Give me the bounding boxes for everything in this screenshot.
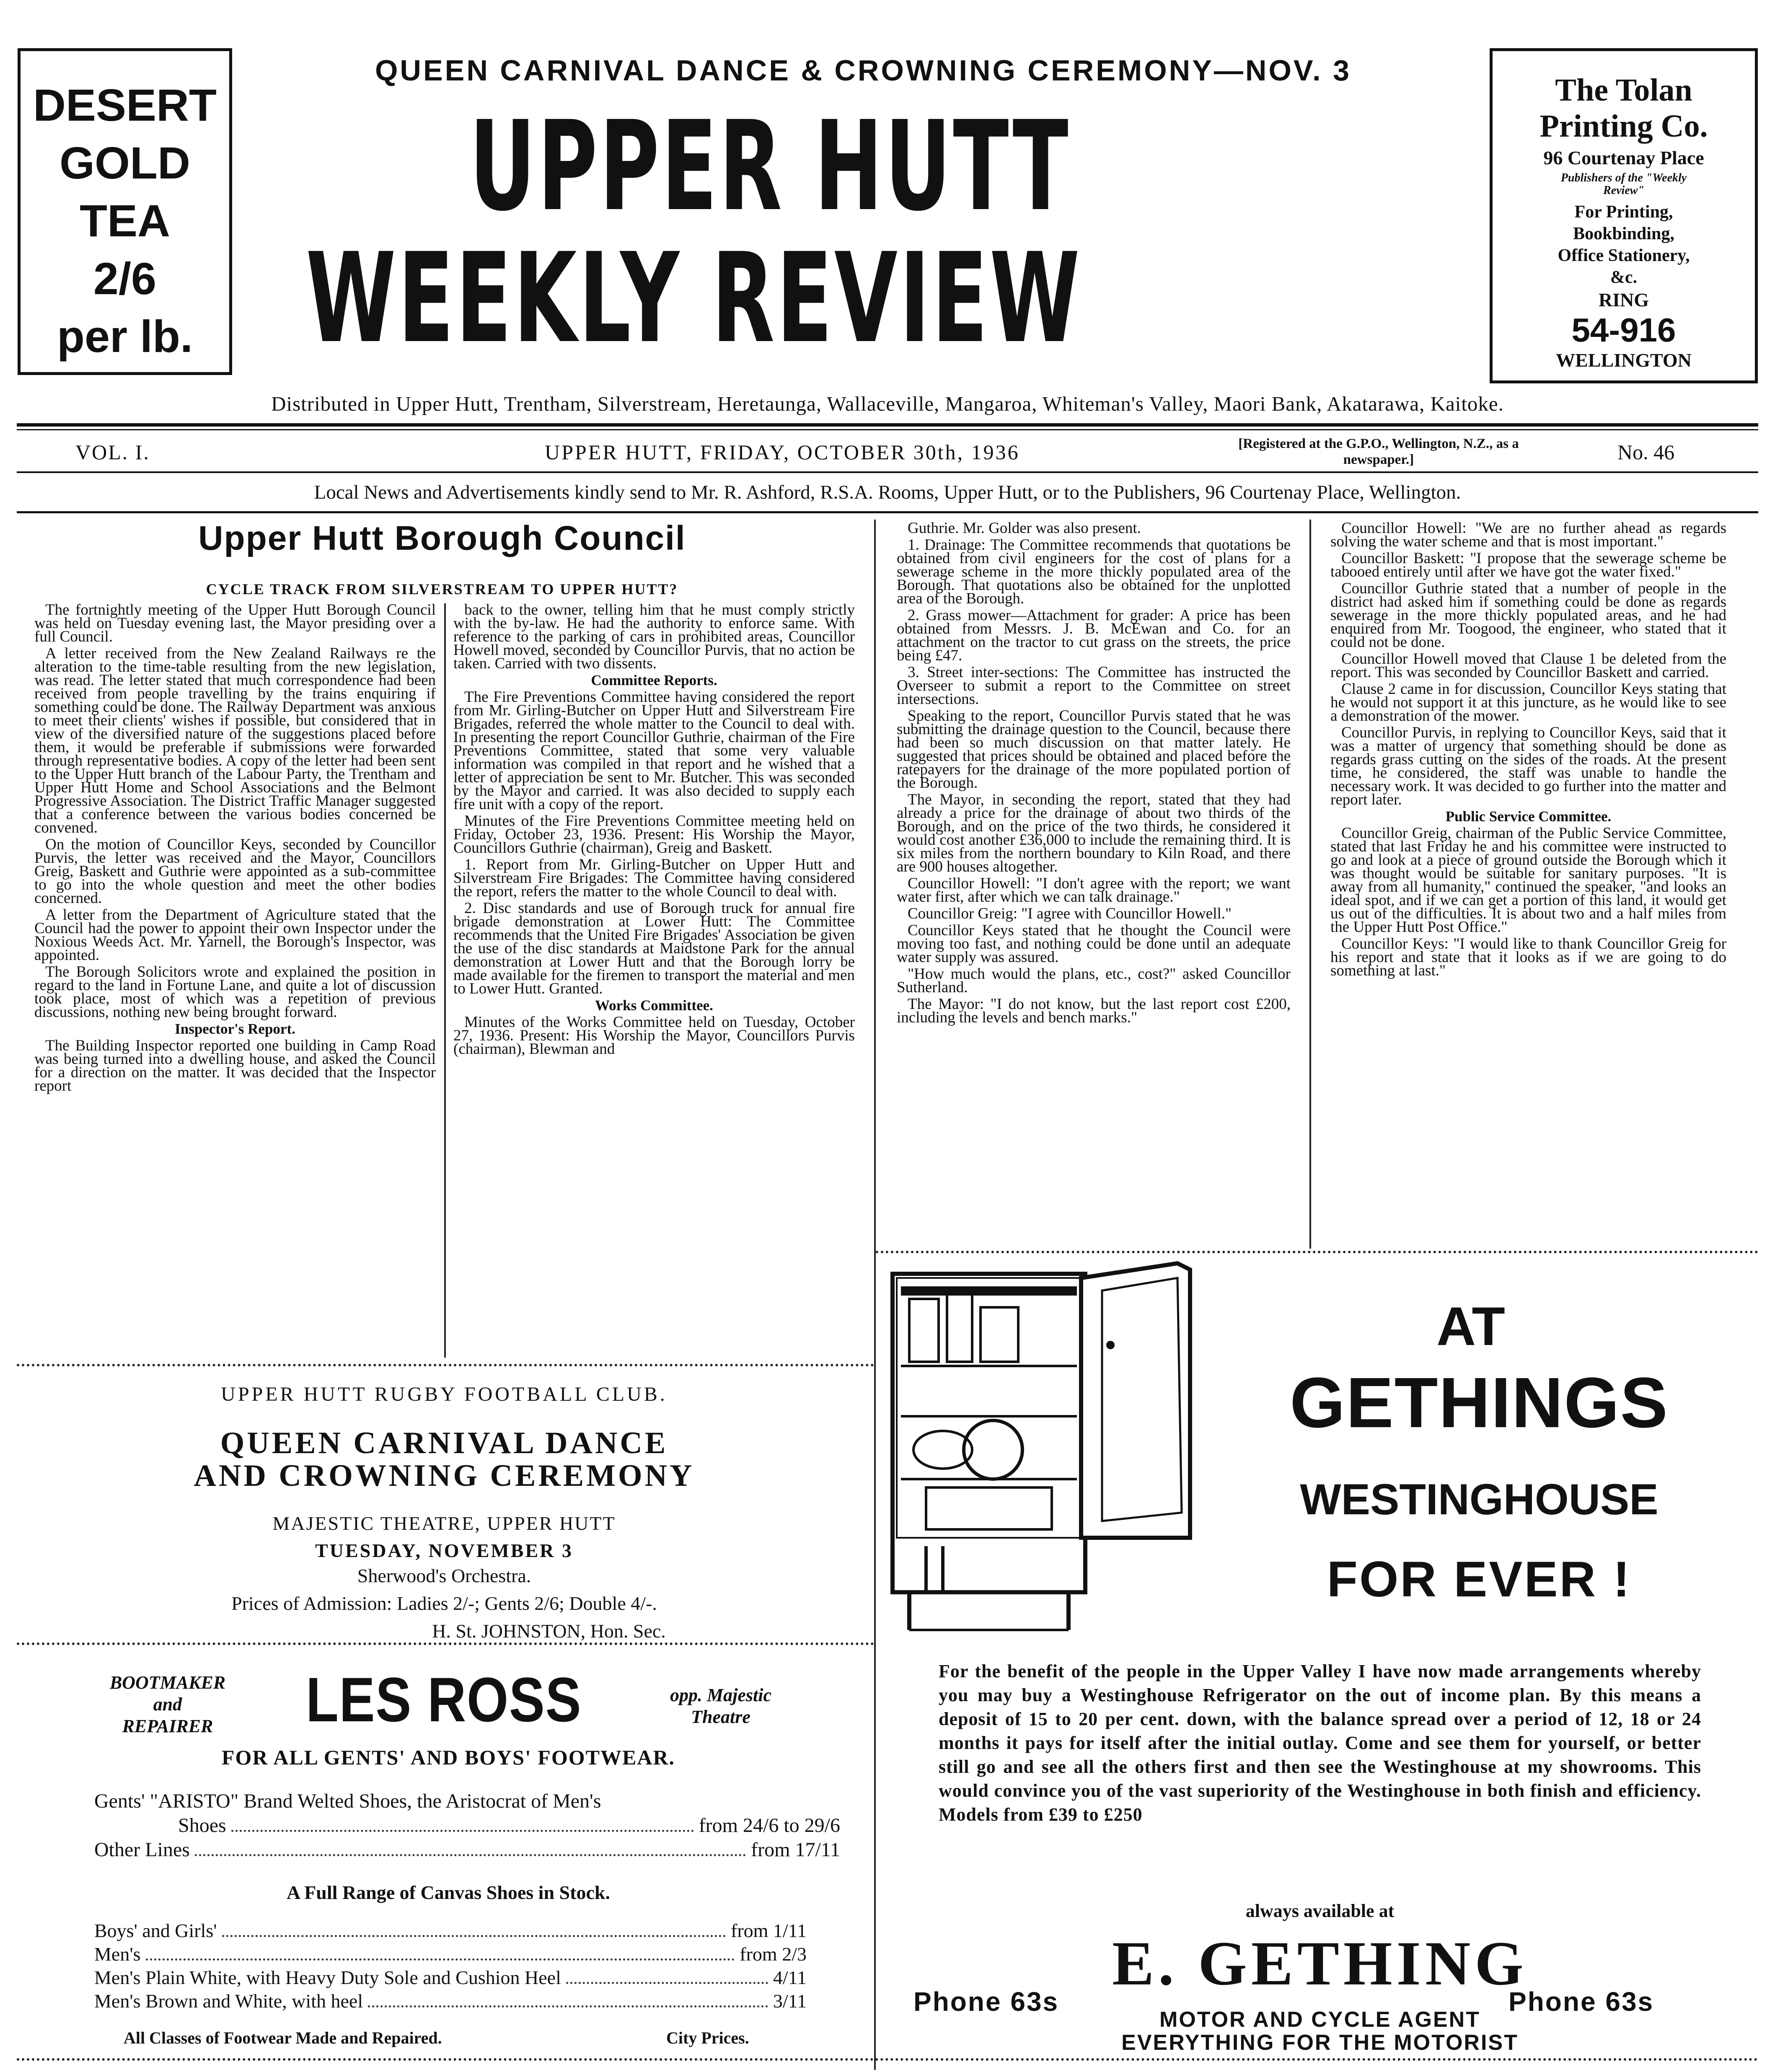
article-paragraph: Councillor Howell: "We are no further ahead as regards solving the water scheme and that is most important." — [1330, 522, 1726, 550]
ross-name: LES ROSS — [306, 1664, 582, 1735]
article-subheading: Committee Reports. — [591, 672, 717, 688]
rugby-orchestra: Sherwood's Orchestra. — [357, 1565, 531, 1586]
ross-footer-right: City Prices. — [666, 2028, 749, 2047]
article-paragraph: 1. Report from Mr. Girling-Butcher on Upper Hutt and Silverstream Fire Brigades: The Committee having considered the report, refers the matter to the whole Council to deal with. — [453, 856, 855, 900]
canvas-shoe-price: from 1/11 — [731, 1920, 807, 1941]
ross-left2: and — [153, 1694, 182, 1715]
rule — [17, 429, 1758, 430]
article-paragraph: Clause 2 came in for discussion, Councillor Keys stating that he would not support it at this juncture, as he would like to see a demonstration of the mower. — [1330, 680, 1726, 724]
desert-gold-line: DESERT — [33, 80, 217, 130]
ross-left1: BOOTMAKER — [109, 1672, 226, 1693]
distribution-line: Distributed in Upper Hutt, Trentham, Silverstream, Heretaunga, Wallaceville, Mangaroa, Whiteman's Valley, Maori Bank, Akatarawa, Kaitoke. — [271, 392, 1504, 415]
canvas-shoe-item: Men's Brown and White, with heel — [94, 1990, 363, 2012]
rugby-date: TUESDAY, NOVEMBER 3 — [315, 1540, 573, 1561]
rule — [17, 511, 1758, 513]
rule — [17, 1364, 874, 1366]
article-paragraph: 1. Drainage: The Committee recommends that quotations be obtained from civil engineers for the cost of plans for a sewerage scheme in the more thickly populated area of the Borough. That quotations also be obtained for the unplotted area of the Borough. — [897, 536, 1291, 607]
rugby-ad — [25, 1383, 863, 1644]
article-subheading: Public Service Committee. — [1445, 808, 1612, 825]
article-paragraph: Councillor Greig: "I agree with Councillor Howell." — [908, 905, 1232, 922]
canvas-shoe-row — [94, 1943, 807, 1966]
tolan-phone: 54-916 — [1571, 311, 1676, 349]
gething-brand: WESTINGHOUSE — [1300, 1475, 1659, 1524]
ross-left3: REPAIRER — [122, 1716, 213, 1736]
tolan-address: 96 Courtenay Place — [1543, 147, 1704, 168]
article-paragraph: Councillor Guthrie stated that a number of people in the district had asked him if something could be done as regards sewerage in the more thickly populated areas, and he had enquired from Mr. Toogood, the engineer, who stated that it could not be done. — [1330, 580, 1726, 651]
article-paragraph: The Fire Preventions Committee having considered the report from Mr. Girling-Butcher on Upper Hutt and Silverstream Fire Brigades, referred the whole matter to the Council to deal with. In presenting the report Councillor Guthrie, chairman of the Fire Preventions Committee, stated that some very valuable information was compiled in that report and he wished that a letter of appreciation be sent to Mr. Butcher. This was seconded by the Mayor and carried. It was also decided to supply each fire unit with a copy of the report. — [453, 688, 855, 813]
rule — [17, 423, 1758, 427]
refrigerator-illustration — [884, 1261, 1228, 1663]
gething-name: GETHINGS — [1290, 1363, 1669, 1443]
article-paragraph: Councillor Howell: "I don't agree with the report; we want water first, after which we can talk drainage." — [897, 875, 1291, 905]
article-paragraph: The Mayor, in seconding the report, stated that they had already a price for the drainage of about two thirds of the Borough, and on the price of the two thirds, he considered it would cost another £36,000 to include the remaining third. It is six miles from the northern boundary to Kiln Road, and there are 900 houses altogether. — [897, 791, 1291, 875]
gething-body: For the benefit of the people in the Upper Valley I have now made arrangements whereby you may buy a Westinghouse Refrigerator on the out of income plan. By this means a deposit of 15 to 20 per cent. down, with the balance spread over a period of 12, 18 or 24 months it pays for itself after the initial outlay. Come and see them for yourself, or better still go and see all the others first and then see the Westinghouse at my showrooms. This would convince you of the vast superiority of the Westinghouse in both finish and efficiency. Models from £39 to £250 — [939, 1661, 1701, 1825]
article-paragraph: The Building Inspector reported one building in Camp Road was being turned into a dwelling house, and asked the Council for a direction on the matter. It was decided that the Inspector report — [34, 1037, 436, 1094]
article-paragraph: Councillor Greig, chairman of the Public Service Committee, stated that last Friday he and his committee were instructed to go and look at a piece of ground outside the Borough which it was thought would be suitable for sanitary purposes. "It is away from all humanity," continued the speaker, "and looks an ideal spot, and if we can get a portion of this land, it would get us out of the difficulties. It is about two and a half miles from the Upper Hutt Post Office." — [1330, 825, 1726, 936]
gething-owner: E. GETHING — [1112, 1929, 1528, 1998]
ross-tagline: FOR ALL GENTS' AND BOYS' FOOTWEAR. — [221, 1746, 675, 1769]
rule — [876, 1251, 1758, 1253]
article-paragraph: back to the owner, telling him that he must comply strictly with the by-law. He had the authority to enforce same. With reference to the parking of cars in prohibited areas, Councillor Howell moved, seconded by Councillor Purvis, that no action be taken. Carried with two dissents. — [453, 603, 855, 672]
column-rule — [444, 603, 446, 1358]
desert-gold-ad — [18, 48, 232, 375]
gething-trade2: EVERYTHING FOR THE MOTORIST — [1121, 2031, 1519, 2055]
article-paragraph: Councillor Keys stated that he thought the Council were moving too fast, and nothing could be done until an adequate water supply was assured. — [897, 922, 1291, 966]
canvas-shoe-item: Boys' and Girls' — [94, 1920, 217, 1941]
tolan-name1: The Tolan — [1555, 72, 1692, 108]
gething-available: always available at — [1245, 1901, 1395, 1921]
article-column-2 — [453, 603, 855, 1360]
article-subhead: CYCLE TRACK FROM SILVERSTREAM TO UPPER HUTT? — [206, 581, 678, 598]
column-rule — [1309, 520, 1311, 1249]
notice-line: Local News and Advertisements kindly send to Mr. R. Ashford, R.S.A. Rooms, Upper Hutt, or to the Publishers, 96 Courtenay Place, Wellington. — [314, 481, 1461, 503]
canvas-shoe-price: from 2/3 — [740, 1943, 807, 1965]
article-subheading: Inspector's Report. — [175, 1021, 295, 1037]
canvas-shoe-row — [94, 1989, 807, 2013]
rugby-title2: AND CROWNING CEREMONY — [194, 1459, 695, 1493]
tolan-printing-ad — [1490, 48, 1758, 383]
article-column-1 — [34, 603, 436, 1360]
article-paragraph: The fortnightly meeting of the Upper Hutt Borough Council was held on Tuesday evening last, the Mayor presiding over a full Council. — [34, 603, 436, 645]
article-paragraph: Councillor Howell moved that Clause 1 be deleted from the report. This was seconded by Councillor Baskett and carried. — [1330, 650, 1726, 681]
article-paragraph: The Borough Solicitors wrote and explained the position in regard to the land in Fortune Lane, and quite a lot of discussion took place, most of which was a repetition of previous discussions, nothing new being brought forward. — [34, 963, 436, 1021]
ross-aristo-item: Shoes — [178, 1814, 226, 1837]
ross-right1: opp. Majestic — [670, 1685, 771, 1705]
rule — [17, 471, 1758, 473]
registered-note: [Registered at the G.P.O., Wellington, N.Z., as a newspaper.] — [1238, 436, 1519, 467]
article-paragraph: Councillor Baskett: "I propose that the sewerage scheme be tabooed entirely until after we have got the water fixed." — [1330, 550, 1726, 580]
ross-right2: Theatre — [691, 1707, 750, 1727]
article-paragraph: "How much would the plans, etc., cost?" asked Councillor Sutherland. — [897, 965, 1291, 996]
article-paragraph: Minutes of the Works Committee held on Tuesday, October 27, 1936. Present: His Worship the Mayor, Councillors Purvis (chairman), Blewman and — [453, 1014, 855, 1058]
column-rule — [874, 520, 876, 2070]
rugby-club: UPPER HUTT RUGBY FOOTBALL CLUB. — [221, 1383, 668, 1405]
gething-at: AT — [1436, 1296, 1505, 1357]
volume: VOL. I. — [75, 440, 150, 464]
canvas-shoe-item: Men's — [94, 1943, 141, 1965]
ross-aristo: Gents' "ARISTO" Brand Welted Shoes, the Aristocrat of Men's — [94, 1790, 601, 1812]
ross-other-price: from 17/11 — [751, 1839, 840, 1861]
article-paragraph: Minutes of the Fire Preventions Committee meeting held on Friday, October 23, 1936. Present: His Worship the Mayor, Councillors Guthrie (chairman), Greig and Baskett. — [453, 812, 855, 856]
article-paragraph: A letter received from the New Zealand Railways re the alteration to the time-table resulting from the new legislation, was read. The letter stated that much correspondence had been received from people travelling by the trains enquiring if something could be done. The Railway Department was anxious to meet their clients' wishes if possible, but considered that in view of the diversified nature of the suggestions placed before them, it would be preferable if submissions were forwarded through representative bodies. A copy of the letter had been sent to the Upper Hutt branch of the Labour Party, the Trentham and Upper Hutt Home and School Associations and the Belmont Progressive Association. The District Traffic Manager suggested that a conference between the various bodies concerned be convened. — [34, 645, 436, 836]
desert-gold-line: per lb. — [57, 311, 193, 362]
rule — [17, 2058, 1758, 2061]
rugby-secretary: H. St. JOHNSTON, Hon. Sec. — [432, 1620, 666, 1642]
rugby-venue: MAJESTIC THEATRE, UPPER HUTT — [272, 1513, 616, 1534]
issue-number: No. 46 — [1617, 440, 1675, 464]
article-paragraph: A letter from the Department of Agriculture stated that the Council had the power to appoint their own Inspector under the Noxious Weeds Act. Mr. Yarnell, the Borough's Inspector, was appointed. — [34, 906, 436, 964]
article-headline: Upper Hutt Borough Council — [198, 519, 686, 557]
article-column-4 — [1330, 522, 1726, 1242]
dateline: UPPER HUTT, FRIDAY, OCTOBER 30th, 1936 — [545, 440, 1020, 464]
article-paragraph: 2. Grass mower—Attachment for grader: A price has been obtained from Messrs. J. B. McEwan and Co. for an attachment on the tractor to cut grass on the streets, the price being £47. — [897, 607, 1291, 664]
ross-canvas-head: A Full Range of Canvas Shoes in Stock. — [287, 1882, 610, 1903]
tolan-ring: RING — [1598, 289, 1649, 310]
gething-phone-left: Phone 63s — [913, 1987, 1059, 2017]
article-paragraph: On the motion of Councillor Keys, seconded by Councillor Purvis, the letter was received and the Mayor, Councillors Greig, Baskett and Guthrie were appointed as a sub-committee to go into the whole question and meet the other bodies concerned. — [34, 836, 436, 907]
tolan-city: WELLINGTON — [1556, 349, 1692, 371]
gething-trade1: MOTOR AND CYCLE AGENT — [1159, 2007, 1480, 2032]
article-subheading: Works Committee. — [595, 997, 713, 1014]
canvas-shoe-row — [94, 1966, 807, 1989]
article-paragraph: The Mayor: "I do not know, but the last report cost £200, including the levels and bench marks." — [897, 996, 1291, 1026]
desert-gold-line: TEA — [80, 195, 170, 246]
canvas-shoe-price: 4/11 — [773, 1967, 807, 1988]
rule — [17, 1643, 874, 1645]
article-paragraph: 2. Disc standards and use of Borough truck for annual fire brigade demonstration at Lower Hutt: The Committee recommends that the United Fire Brigades' Association be given the use of the disc standards at Maidstone Park for the annual demonstration at Lower Hutt and that the Borough lorry be made available for the firemen to transport the material and men to Lower Hutt. Granted. — [453, 900, 855, 997]
ross-aristo-price: from 24/6 to 29/6 — [699, 1814, 840, 1837]
rugby-prices: Prices of Admission: Ladies 2/-; Gents 2/6; Double 4/-. — [231, 1593, 657, 1614]
gething-slogan: FOR EVER ! — [1327, 1551, 1632, 1607]
canvas-shoe-row — [94, 1919, 807, 1943]
top-banner: QUEEN CARNIVAL DANCE & CROWNING CEREMONY—NOV. 3 — [375, 54, 1351, 87]
rugby-title1: QUEEN CARNIVAL DANCE — [220, 1426, 668, 1460]
ross-footer-left: All Classes of Footwear Made and Repaired. — [124, 2028, 442, 2047]
article-paragraph: Speaking to the report, Councillor Purvis stated that he was submitting the drainage question to the Council, because there had been so much discussion on that matter lately. He suggested that prices should be obtained and placed before the ratepayers for the drainage of the more populated portion of the Borough. — [897, 707, 1291, 792]
gething-phone-right: Phone 63s — [1508, 1987, 1654, 2017]
desert-gold-line: 2/6 — [93, 253, 157, 304]
article-paragraph: Councillor Keys: "I would like to thank Councillor Greig for his report and state that it looks as if we are going to do something at last." — [1330, 935, 1726, 979]
canvas-shoe-price: 3/11 — [773, 1990, 807, 2012]
article-column-3 — [897, 522, 1291, 1242]
tolan-service: &c. — [1610, 268, 1638, 287]
ross-other-item: Other Lines — [94, 1839, 190, 1861]
tolan-name2: Printing Co. — [1540, 109, 1708, 144]
canvas-shoe-item: Men's Plain White, with Heavy Duty Sole and Cushion Heel — [94, 1967, 561, 1988]
tolan-service: For Printing, — [1574, 202, 1673, 222]
tolan-note: Publishers of the "Weekly Review" — [1560, 171, 1687, 197]
tolan-service: Office Stationery, — [1558, 246, 1690, 265]
article-paragraph: Guthrie. Mr. Golder was also present. — [908, 522, 1141, 537]
tolan-service: Bookbinding, — [1573, 224, 1674, 243]
article-paragraph: 3. Street inter-sections: The Committee has instructed the Overseer to submit a report to the Committee on street intersections. — [897, 664, 1291, 708]
desert-gold-line: GOLD — [60, 137, 190, 188]
masthead-title-line1: UPPER HUTT — [469, 94, 1071, 238]
article-paragraph: Councillor Purvis, in replying to Councillor Keys, said that it was a matter of urgency that something should be done as regards grass cutting on the sides of the roads. At the present time, he considered, the staff was unable to handle the necessary work. It was decided to go further into the matter and report later. — [1330, 724, 1726, 808]
masthead-title-line2: WEEKLY REVIEW — [306, 226, 1082, 370]
